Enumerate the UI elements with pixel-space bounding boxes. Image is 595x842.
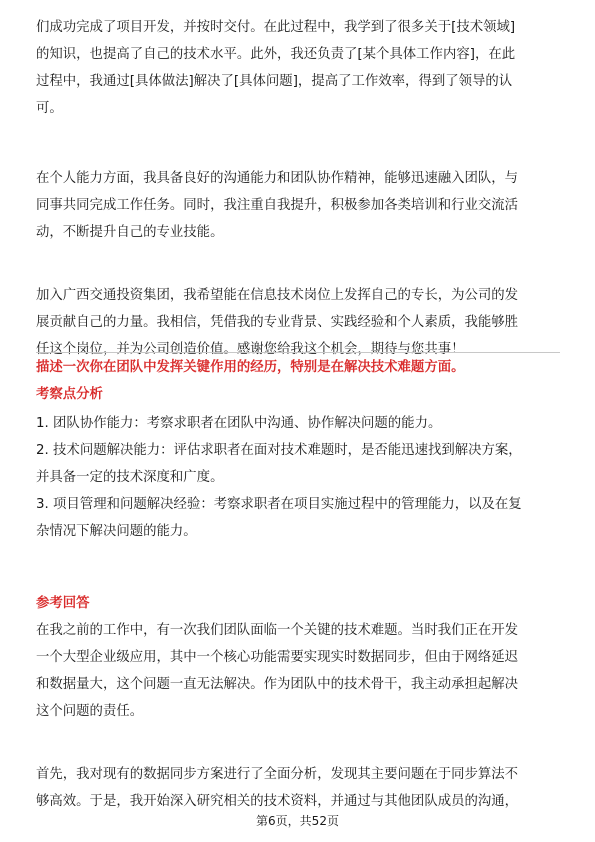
text-line: 的知识，也提高了自己的技术水平。此外，我还负责了[某个具体工作内容]，在此 (36, 47, 516, 62)
answer-paragraph-1 (36, 617, 560, 725)
text-line: 可。 (36, 101, 63, 116)
text-line: 一个大型企业级应用，其中一个核心功能需要实现实时数据同步，但由于网络延迟 (36, 650, 519, 665)
text-line: 这个问题的责任。 (36, 704, 144, 719)
text-line: 加入广西交通投资集团，我希望能在信息技术岗位上发挥自己的专长，为公司的发 (36, 288, 519, 303)
analysis-heading: 考察点分析 (36, 387, 103, 402)
intro-paragraph-3 (36, 282, 560, 363)
text-line: 同事共同完成工作任务。同时，我注重自我提升，积极参加各类培训和行业交流活 (36, 198, 519, 213)
text-line: 在个人能力方面，我具备良好的沟通能力和团队协作精神，能够迅速融入团队，与 (36, 171, 519, 186)
text-line: 够高效。于是，我开始深入研究相关的技术资料，并通过与其他团队成员的沟通， (36, 794, 519, 809)
text-line: 在我之前的工作中，有一次我们团队面临一个关键的技术难题。当时我们正在开发 (36, 623, 519, 638)
list-item-continuation: 并具备一定的技术深度和广度。 (36, 470, 224, 485)
text-line: 动，不断提升自己的专业技能。 (36, 225, 224, 240)
analysis-list (36, 410, 560, 545)
list-item: 2. 技术问题解决能力：评估求职者在面对技术难题时，是否能迅速找到解决方案， (36, 443, 522, 458)
text-line: 过程中，我通过[具体做法]解决了[具体问题]，提高了工作效率，得到了领导的认 (36, 74, 513, 89)
page-footer: 第6页，共52页 (256, 814, 339, 828)
intro-paragraph-2 (36, 165, 560, 246)
text-line: 任这个岗位，并为公司创造价值。感谢您给我这个机会，期待与您共事！ (36, 342, 465, 357)
list-item: 3. 项目管理和问题解决经验：考察求职者在项目实施过程中的管理能力，以及在复 (36, 497, 522, 512)
text-line: 和数据量大，这个问题一直无法解决。作为团队中的技术骨干，我主动承担起解决 (36, 677, 519, 692)
list-item: 1. 团队协作能力：考察求职者在团队中沟通、协作解决问题的能力。 (36, 416, 442, 431)
answer-heading: 参考回答 (36, 596, 90, 611)
answer-paragraph-2 (36, 761, 560, 815)
text-line: 首先，我对现有的数据同步方案进行了全面分析，发现其主要问题在于同步算法不 (36, 767, 519, 782)
intro-paragraph-1 (36, 14, 560, 122)
list-item-continuation: 杂情况下解决问题的能力。 (36, 524, 197, 539)
interview-question: 描述一次你在团队中发挥关键作用的经历，特别是在解决技术难题方面。 (36, 360, 465, 375)
text-line: 展贡献自己的力量。我相信，凭借我的专业背景、实践经验和个人素质，我能够胜 (36, 315, 519, 330)
section-divider (36, 352, 560, 353)
text-line: 们成功完成了项目开发，并按时交付。在此过程中，我学到了很多关于[技术领域] (36, 20, 516, 35)
